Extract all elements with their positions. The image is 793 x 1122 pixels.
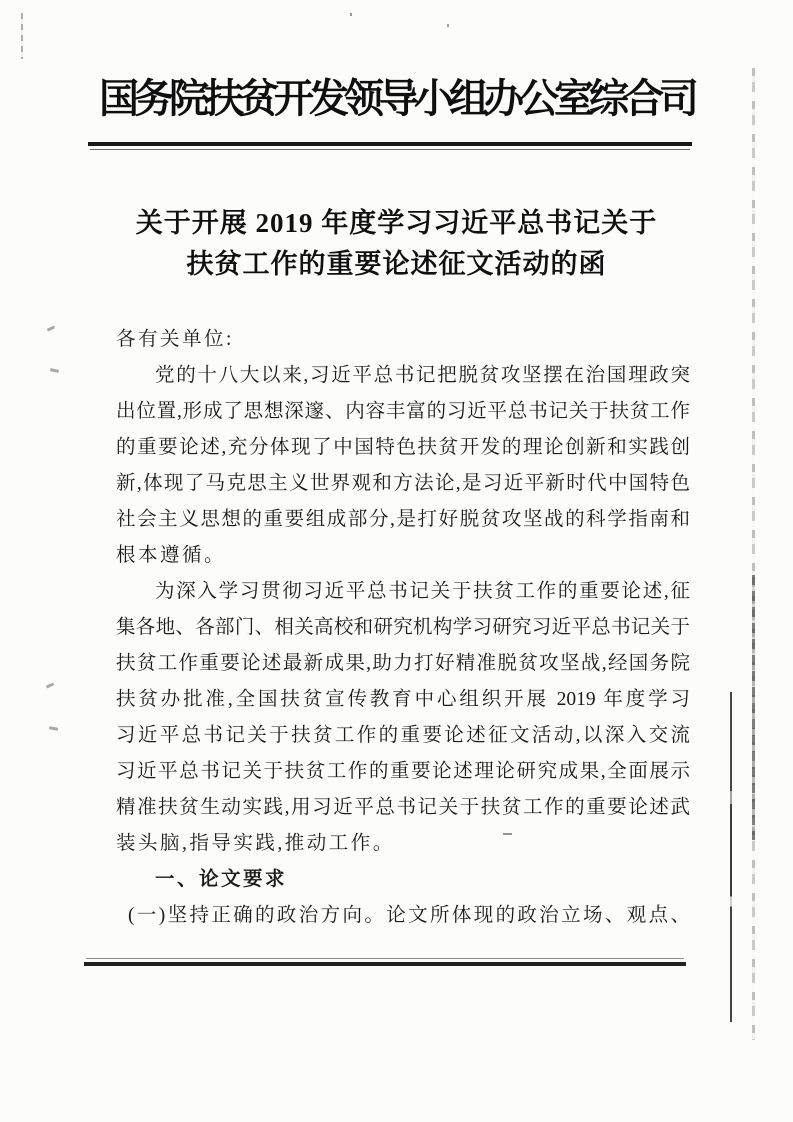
body-line: (一)坚持正确的政治方向。论文所体现的政治立场、观点、: [128, 905, 690, 926]
scan-margin-mark: [50, 368, 59, 373]
body-line: 社会主义思想的重要组成部分,是打好脱贫攻坚战的科学指南和: [116, 509, 690, 530]
body-line: 习近平总书记关于扶贫工作的重要论述理论研究成果,全面展示: [116, 761, 690, 782]
scan-margin-mark: [49, 726, 58, 731]
scan-margin-mark: [46, 683, 55, 689]
body-line: 扶贫工作重要论述最新成果,助力打好精准脱贫攻坚战,经国务院: [116, 653, 690, 674]
body-line: 的重要论述,充分体现了中国特色扶贫开发的理论创新和实践创: [116, 437, 690, 458]
letterhead-title: 国务院扶贫开发领导小组办公室综合司: [99, 76, 694, 121]
scan-speck: [447, 24, 449, 27]
body-line: 习近平总书记关于扶贫工作的重要论述征文活动,以深入交流: [116, 725, 690, 746]
document-title-line-1: 关于开展 2019 年度学习习近平总书记关于: [135, 208, 658, 238]
scan-artifact-right-dashed-line-dark: [752, 575, 755, 840]
body-line: 出位置,形成了思想深邃、内容丰富的习近平总书记关于扶贫工作: [116, 401, 690, 422]
scan-speck: [350, 13, 352, 16]
body-line: 新,体现了马克思主义世界观和方法论,是习近平新时代中国特色: [116, 473, 690, 494]
section-heading: 一、论文要求: [155, 869, 288, 890]
body-line: 集各地、各部门、相关高校和研究机构学习研究习近平总书记关于: [116, 617, 690, 638]
body-line: 根本遵循。: [116, 545, 227, 566]
letterhead-rule-thin: [90, 149, 690, 150]
document-title-line-2: 扶贫工作的重要论述征文活动的函: [186, 249, 607, 279]
scan-margin-mark: [47, 326, 56, 332]
footer-rule-thick: [84, 962, 686, 966]
body-line: 党的十八大以来,习近平总书记把脱贫攻坚摆在治国理政突: [155, 365, 690, 386]
footer-rule-thin: [86, 958, 684, 959]
body-line: 扶贫办批准,全国扶贫宣传教育中心组织开展 2019 年度学习: [116, 689, 690, 710]
body-line: 各有关单位:: [116, 329, 234, 350]
document-title: [0, 203, 793, 285]
body-line: 精准扶贫生动实践,用习近平总书记关于扶贫工作的重要论述武: [116, 797, 690, 818]
body-line: 装头脑,指导实践,推动工作。: [116, 833, 395, 854]
scan-artifact-top-left-squiggle: [21, 13, 23, 59]
body-line: 为深入学习贯彻习近平总书记关于扶贫工作的重要论述,征: [155, 581, 690, 602]
letterhead-rule-thick: [88, 142, 692, 146]
body-text: [116, 322, 690, 934]
scan-artifact-right-solid-line: [730, 692, 732, 1022]
